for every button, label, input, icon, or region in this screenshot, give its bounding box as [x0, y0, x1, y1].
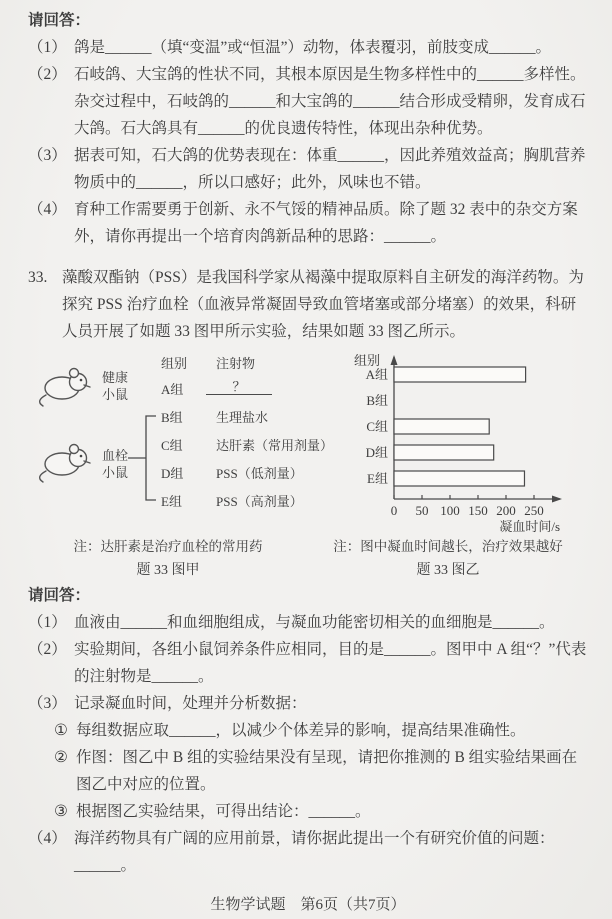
q33-item-2 — [28, 636, 588, 690]
sub-text: 作图：图乙中 B 组的实验结果没有呈现，请把你推测的 B 组实验结果画在图乙中对应的位置。 — [76, 749, 578, 793]
answer-prompt-top: 请回答： — [28, 12, 91, 29]
q33-item-3-sublist — [28, 717, 588, 825]
item-number: （2） — [28, 66, 67, 83]
sub-marker: ① — [54, 722, 68, 739]
label-line: 小鼠 — [102, 465, 129, 480]
item-number: （4） — [28, 201, 67, 218]
q32-item-3 — [28, 142, 588, 196]
group-a-label: A组 — [161, 382, 184, 397]
item-text: 石岐鸽、大宝鸽的性状不同，其根本原因是生物多样性中的______多样性。杂交过程中，石岐鸽的______和大宝鸽的______结合形成受精卵，发育成石大鸽。石大鸽具有______的优良遗传特性，体现出杂种优势。 — [74, 66, 586, 137]
svg-text:B组: B组 — [366, 393, 388, 408]
svg-text:E组: E组 — [367, 471, 388, 486]
svg-text:0: 0 — [390, 503, 398, 518]
thrombus-mouse-label — [102, 447, 128, 481]
sub-marker: ② — [54, 749, 68, 766]
figure-b-note-col — [308, 535, 588, 583]
item-text: 海洋药物具有广阔的应用前景，请你据此提出一个有研究价值的问题：______。 — [74, 830, 555, 874]
q33-sub-3 — [54, 798, 588, 825]
question-33-items — [28, 609, 588, 879]
item-number: （3） — [28, 147, 67, 164]
q33-sub-2 — [54, 744, 588, 798]
figure-b-note: 注：图中凝血时间越长，治疗效果越好 — [333, 539, 563, 554]
item-number: （2） — [28, 641, 67, 658]
item-text: 血液由______和血细胞组成，与凝血功能密切相关的血细胞是______。 — [74, 614, 555, 631]
q32-item-1 — [28, 34, 588, 61]
item-text: 记录凝血时间，处理并分析数据： — [74, 695, 307, 712]
group-d-label: D组 — [161, 466, 184, 481]
q33-item-3 — [28, 690, 588, 717]
healthy-mouse-label — [102, 369, 128, 403]
item-number: （1） — [28, 614, 67, 631]
q33-sub-1 — [54, 717, 588, 744]
figure-a-experiment-diagram — [30, 353, 352, 527]
column-header-group: 组别 — [161, 356, 188, 371]
column-header-injection: 注射物 — [216, 356, 256, 371]
bar-chart-svg — [352, 349, 588, 533]
page-footer: 生物学试题 第6页（共7页） — [210, 897, 406, 913]
figure-a-note: 注：达肝素是治疗血栓的常用药 — [73, 539, 263, 554]
figure-notes — [28, 535, 588, 583]
figure-row — [30, 353, 588, 533]
item-text: 鸽是______（填“变温”或“恒温”）动物，体表覆羽，前肢变成______。 — [74, 39, 552, 56]
group-d-injection: PSS（低剂量） — [216, 466, 303, 481]
svg-text:D组: D组 — [365, 445, 388, 460]
group-e-injection: PSS（高剂量） — [216, 494, 303, 509]
item-text: 据表可知，石大鸽的优势表现在：体重______，因此养殖效益高；胸肌营养物质中的______，所以口感好；此外，风味也不错。 — [74, 147, 586, 191]
svg-text:50: 50 — [415, 503, 429, 518]
svg-text:组别: 组别 — [354, 353, 381, 368]
healthy-mouse-icon — [32, 363, 94, 407]
group-c-injection: 达肝素（常用剂量） — [216, 438, 334, 453]
figure-b-caption: 题 33 图乙 — [416, 563, 480, 578]
svg-text:100: 100 — [440, 503, 460, 518]
group-bracket — [128, 407, 158, 507]
svg-text:200: 200 — [496, 503, 516, 518]
label-line: 小鼠 — [102, 387, 129, 402]
q33-item-1 — [28, 609, 588, 636]
q33-item-4 — [28, 825, 588, 879]
svg-text:150: 150 — [468, 503, 488, 518]
item-number: （3） — [28, 695, 67, 712]
label-line: 血栓 — [102, 448, 129, 463]
item-number: （1） — [28, 39, 67, 56]
item-number: （4） — [28, 830, 67, 847]
answer-prompt-q33: 请回答： — [28, 587, 91, 604]
sub-marker: ③ — [54, 803, 68, 820]
sub-text: 根据图乙实验结果，可得出结论：______。 — [76, 803, 371, 820]
item-text: 实验期间，各组小鼠饲养条件应相同，目的是______。图甲中 A 组“？”代表的注射物是______。 — [74, 641, 587, 685]
item-text: 育种工作需要勇于创新、永不气馁的精神品质。除了题 32 表中的杂交方案外，请你再提出一个培育肉鸽新品种的思路：______。 — [74, 201, 578, 245]
svg-text:凝血时间/s: 凝血时间/s — [499, 519, 560, 533]
question-32-items — [28, 34, 588, 250]
svg-text:A组: A组 — [365, 367, 388, 382]
sub-text: 每组数据应取______，以减少个体差异的影响，提高结果准确性。 — [76, 722, 526, 739]
figure-a-note-col — [28, 535, 308, 583]
group-c-label: C组 — [161, 438, 183, 453]
unknown-injection-blank: ？ — [206, 379, 272, 395]
figure-a-caption: 题 33 图甲 — [136, 563, 200, 578]
q32-item-4 — [28, 196, 588, 250]
question-intro: 藻酸双酯钠（PSS）是我国科学家从褐藻中提取原料自主研发的海洋药物。为探究 PSS 治疗血栓（血液异常凝固导致血管堵塞或部分堵塞）的效果，科研人员开展了如题 33 图甲所示实验，结果如题 33 图乙所示。 — [62, 269, 584, 340]
thrombus-mouse-icon — [32, 439, 94, 483]
clotting-time-chart — [352, 349, 588, 533]
label-line: 健康 — [102, 370, 129, 385]
svg-text:C组: C组 — [366, 419, 388, 434]
question-number: 33. — [28, 269, 48, 286]
group-b-injection: 生理盐水 — [216, 410, 269, 425]
question-33 — [28, 264, 588, 345]
q32-item-2 — [28, 61, 588, 142]
group-e-label: E组 — [161, 494, 182, 509]
group-b-label: B组 — [161, 410, 183, 425]
group-a-injection — [206, 379, 272, 395]
svg-text:250: 250 — [524, 503, 544, 518]
